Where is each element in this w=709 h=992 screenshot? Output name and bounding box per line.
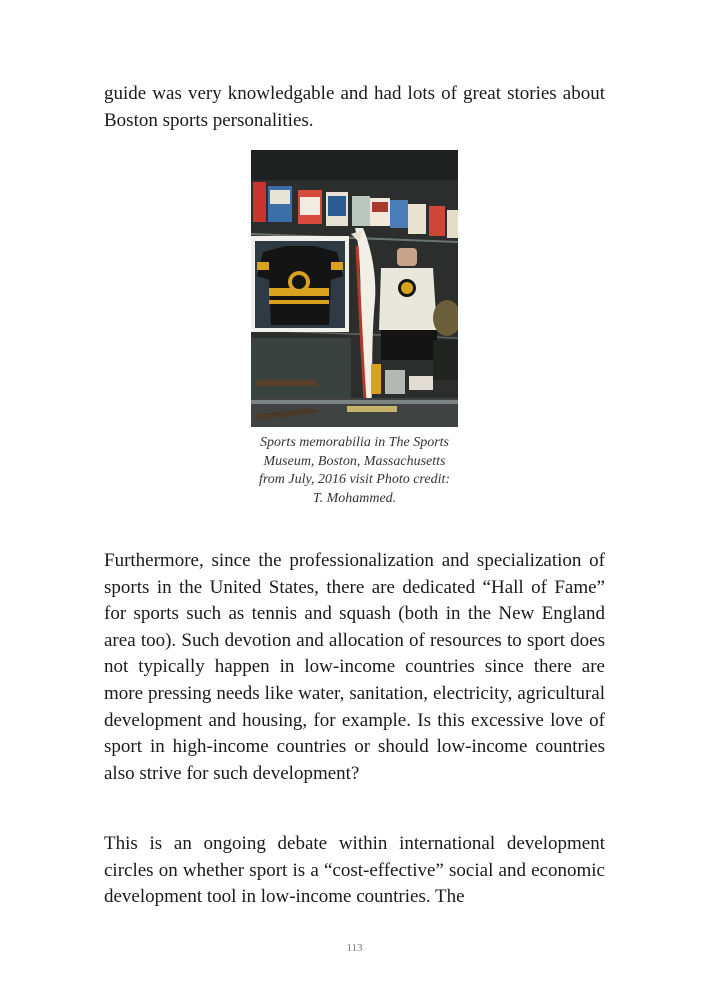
caption-line: Museum, Boston, Massachusetts: [263, 453, 446, 469]
page-number: 113: [346, 942, 363, 954]
caption-line: T. Mohammed.: [312, 490, 397, 506]
paragraph-top: guide was very knowledgable and had lots of great stories about Boston sports personalities.: [104, 83, 605, 131]
caption-line: from July, 2016 visit Photo credit:: [258, 472, 451, 487]
caption-line: Sports memorabilia in The Sports: [259, 435, 449, 450]
paragraph-bottom: This is an ongoing debate within international development circles on whether sport is a “cost-effective” social and economic development tool in low-income countries. The: [104, 833, 605, 908]
photo-caption: [244, 434, 465, 508]
paragraph-middle: Furthermore, since the professionalization and specialization of sports in the United States, there are dedicated “Hall of Fame” for sports such as tennis and squash (both in the New England area too). Such devotion and allocation of resources to sport does not typically happen in low-income countries since there are more pressing needs like water, sanitation, electricity, agricultural development and housing, for example. Is this excessive love of sport in high-income countries or should low-income countries also strive for such development?: [104, 550, 605, 784]
framed-jersey: [251, 236, 349, 332]
museum-photo: [251, 150, 458, 427]
